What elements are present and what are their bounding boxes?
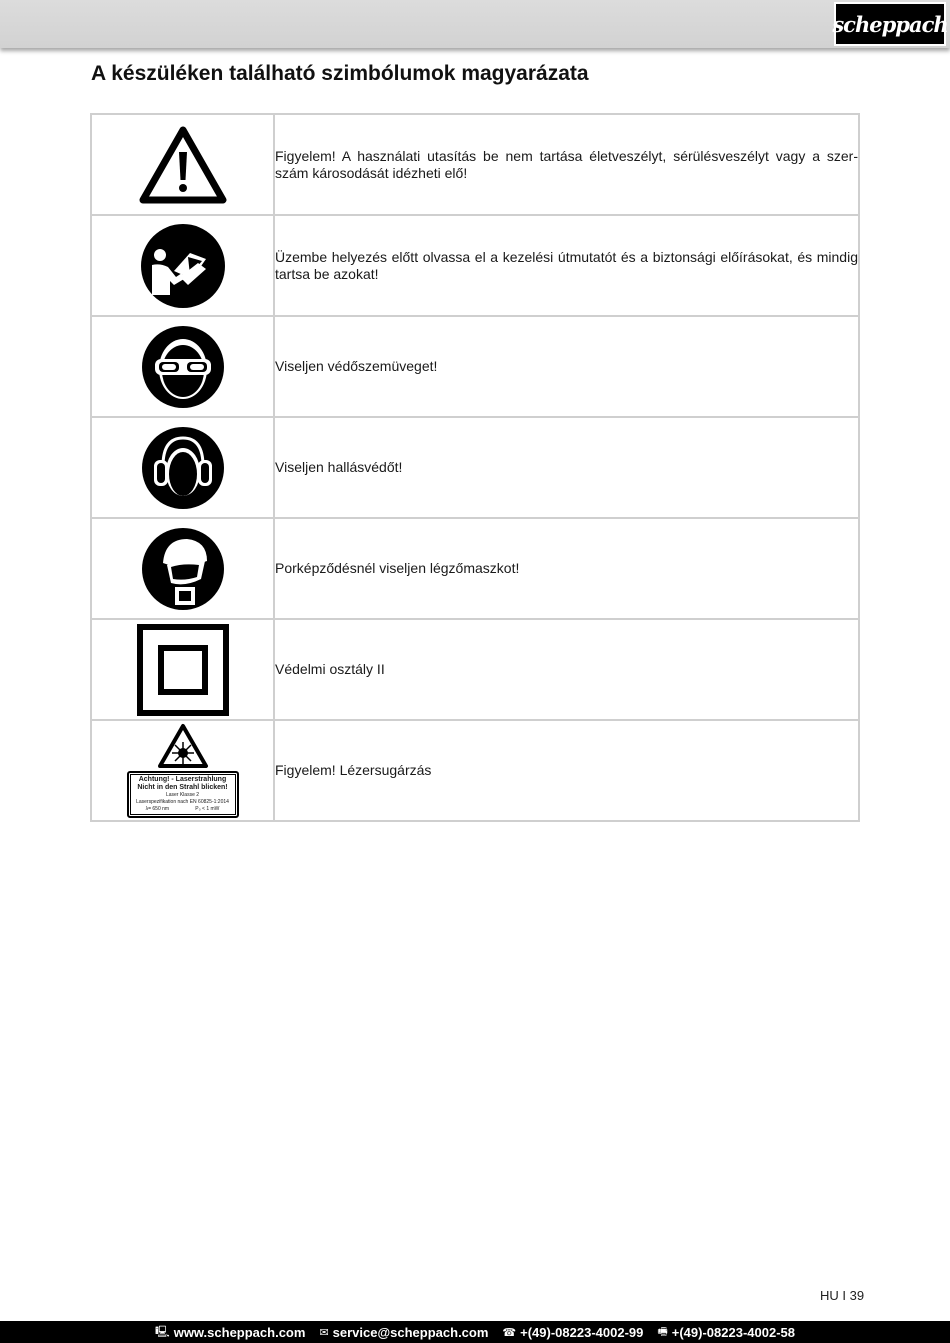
warning-triangle-icon xyxy=(139,126,227,204)
header-bar xyxy=(0,0,950,48)
footer-phone: +(49)-08223-4002-99 xyxy=(520,1324,644,1340)
laser-label-line: Laserspezifikation nach EN 60825-1:2014 xyxy=(136,799,229,805)
icon-cell xyxy=(91,316,274,417)
laser-class-label xyxy=(127,771,239,818)
table-row xyxy=(91,720,859,821)
icon-cell xyxy=(91,619,274,720)
computer-icon: 🖳 xyxy=(155,1325,170,1338)
table-row xyxy=(91,518,859,619)
symbol-description: Viseljen védőszemüveget! xyxy=(274,316,859,417)
icon-cell xyxy=(91,114,274,215)
table-row xyxy=(91,114,859,215)
laser-power: P₀ < 1 mW xyxy=(195,806,220,812)
respirator-mask-icon xyxy=(141,527,225,611)
footer-fax: +(49)-08223-4002-58 xyxy=(671,1324,795,1340)
safety-goggles-icon xyxy=(141,325,225,409)
icon-cell xyxy=(91,720,274,821)
footer-bar xyxy=(0,1321,950,1343)
scheppach-logo: scheppach xyxy=(834,2,946,46)
protection-class-ii-icon xyxy=(137,624,229,716)
footer-email[interactable]: service@scheppach.com xyxy=(332,1324,489,1340)
table-row xyxy=(91,417,859,518)
page-number: HU I 39 xyxy=(820,1288,865,1303)
read-manual-icon xyxy=(140,223,226,309)
symbols-table xyxy=(90,113,860,822)
laser-label-line: Nicht in den Strahl blicken! xyxy=(137,784,228,791)
symbol-description: Védelmi osztály II xyxy=(274,619,859,720)
table-row xyxy=(91,619,859,720)
symbol-description: Figyelem! A használati utasítás be nem tartása életveszélyt, sérülésveszélyt vagy a szer-szám károsodását idézheti elő! xyxy=(274,114,859,215)
phone-icon: ☎ xyxy=(502,1326,517,1339)
symbol-description: Figyelem! Lézersugárzás xyxy=(274,720,859,821)
laser-wavelength: λ= 650 nm xyxy=(145,806,170,812)
icon-cell xyxy=(91,215,274,316)
fax-icon: 🖷 xyxy=(657,1325,668,1338)
symbol-description: Üzembe helyezés előtt olvassa el a kezelési útmutatót és a biztonsági előírásokat, és mindig tartsa be azokat! xyxy=(274,215,859,316)
laser-label-line: Laser Klasse 2 xyxy=(165,792,200,798)
email-icon: ✉ xyxy=(319,1326,329,1339)
hearing-protection-icon xyxy=(141,426,225,510)
symbol-description: Porképződésnél viseljen légzőmaszkot! xyxy=(274,518,859,619)
table-row xyxy=(91,215,859,316)
page-title: A készüléken található szimbólumok magyarázata xyxy=(91,62,589,85)
laser-warning-icon xyxy=(157,723,209,769)
symbol-description: Viseljen hallásvédőt! xyxy=(274,417,859,518)
icon-cell xyxy=(91,518,274,619)
icon-cell xyxy=(91,417,274,518)
table-row xyxy=(91,316,859,417)
laser-label-line: Achtung! - Laserstrahlung xyxy=(138,776,227,783)
footer-website[interactable]: www.scheppach.com xyxy=(173,1324,306,1340)
